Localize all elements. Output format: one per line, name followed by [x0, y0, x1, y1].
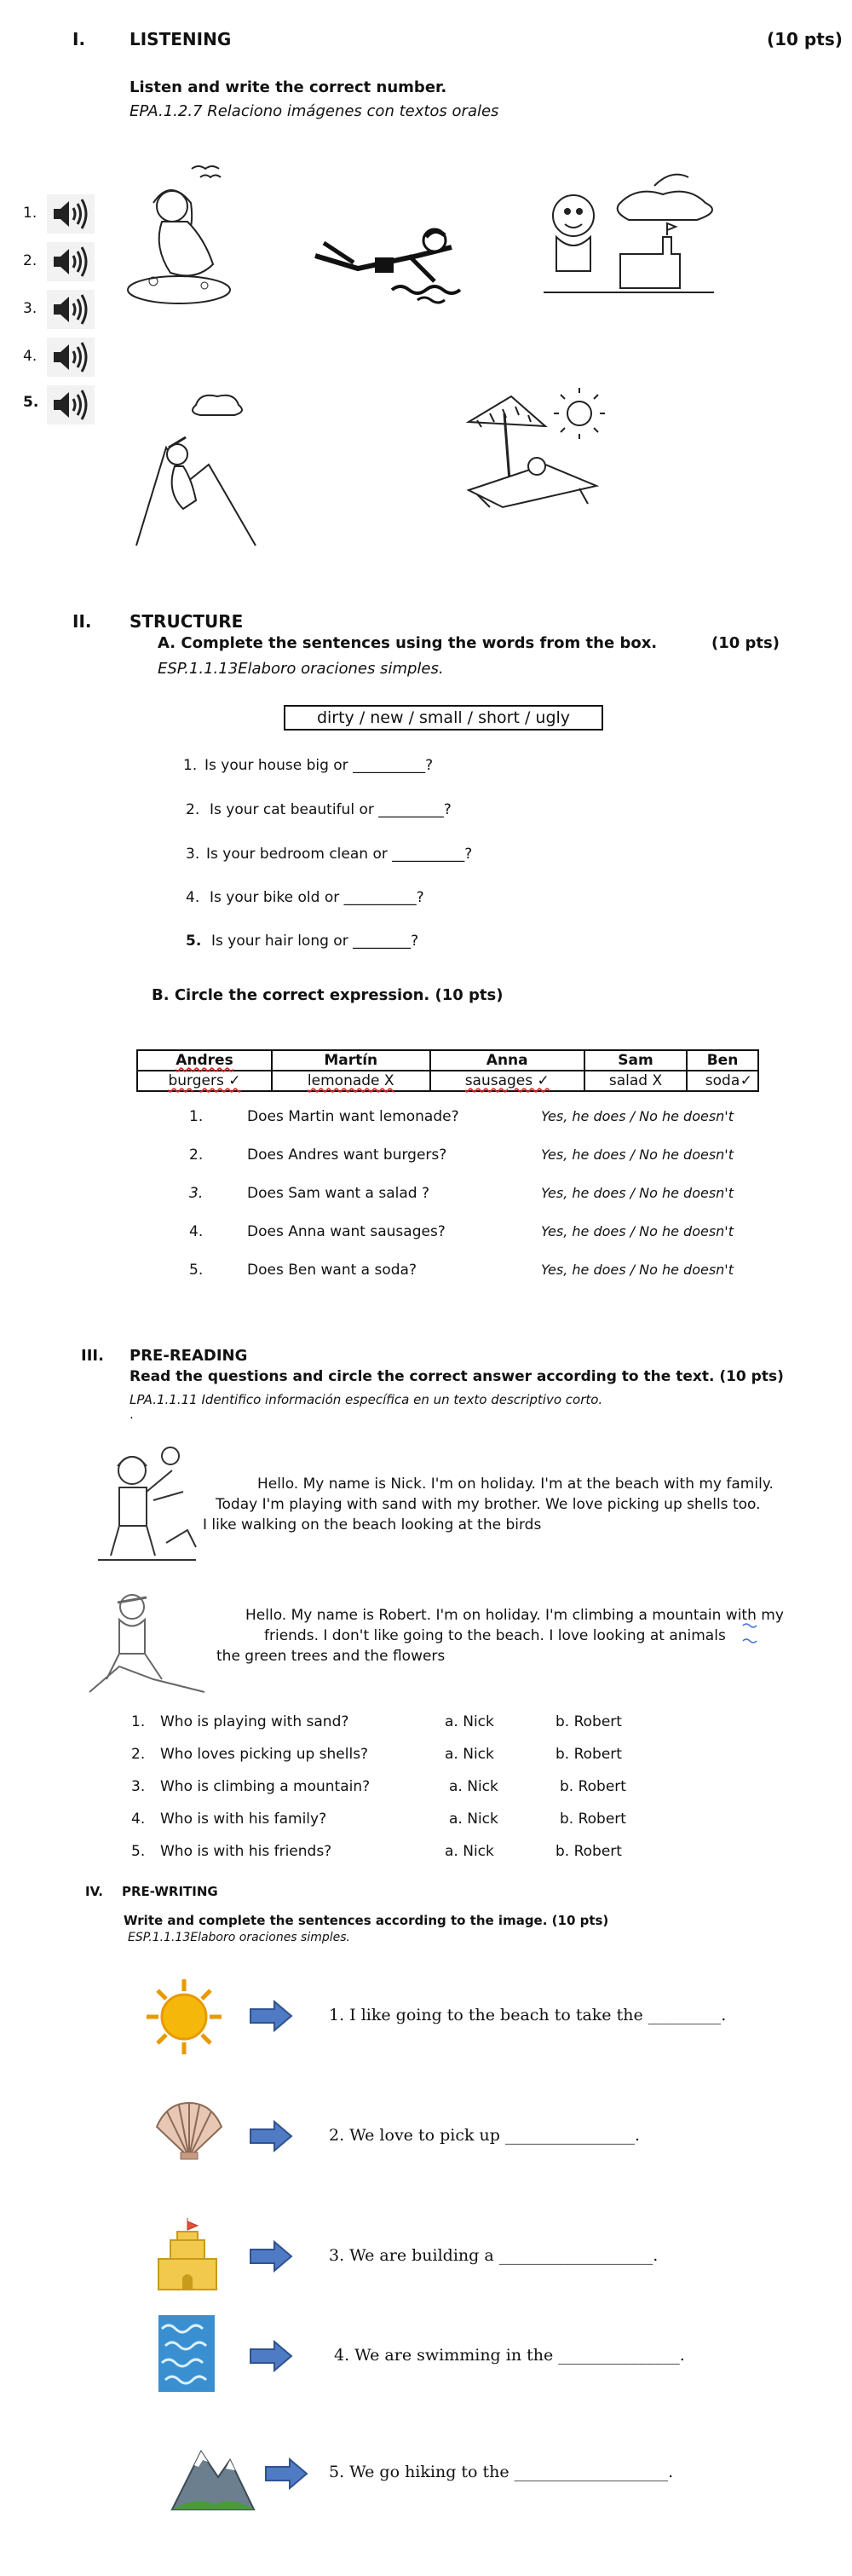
- writing-item-4[interactable]: 4. We are swimming in the _______________.: [334, 2346, 685, 2365]
- partB-q4-num: 4.: [189, 1223, 204, 1240]
- reading-q4-option-b[interactable]: b. Robert: [560, 1811, 626, 1828]
- sun-icon: [145, 1978, 223, 2056]
- food-table: [136, 1049, 759, 1092]
- speaker-icon[interactable]: [47, 338, 95, 377]
- table-cell: lemonade X: [272, 1071, 430, 1091]
- table-header: Andres: [137, 1050, 272, 1071]
- section3-instruction: Read the questions and circle the correct answer according to the text. (10 pts): [130, 1368, 784, 1385]
- partB-q5-answer[interactable]: Yes, he does / No he doesn't: [541, 1262, 734, 1278]
- partB-q5-num: 5.: [189, 1262, 204, 1279]
- reading-q4-option-a[interactable]: a. Nick: [449, 1811, 498, 1828]
- reading-q3-option-a[interactable]: a. Nick: [449, 1778, 498, 1795]
- section1-code: EPA.1.2.7 Relaciono imágenes con textos orales: [130, 102, 499, 120]
- section3-dot: .: [130, 1406, 134, 1422]
- partB-q5-text: Does Ben want a soda?: [247, 1262, 417, 1279]
- reading-q3-text: Who is climbing a mountain?: [160, 1778, 371, 1795]
- partB-q4-answer[interactable]: Yes, he does / No he doesn't: [541, 1223, 734, 1239]
- table-cell: burgers ✓: [137, 1071, 272, 1091]
- section3-numeral: III.: [81, 1347, 104, 1365]
- reading-q4-num: 4.: [131, 1811, 146, 1828]
- shell-icon: [150, 2101, 228, 2161]
- reading-q1-option-b[interactable]: b. Robert: [556, 1713, 622, 1730]
- wavy-mark-icon: [741, 1615, 758, 1649]
- speaker-icon[interactable]: [47, 194, 95, 234]
- reading-q2-num: 2.: [131, 1746, 146, 1763]
- partB-q2-num: 2.: [189, 1146, 204, 1164]
- partB-q1-num: 1.: [189, 1108, 204, 1125]
- section2-numeral: II.: [72, 611, 92, 632]
- section1-numeral: I.: [72, 29, 86, 49]
- check-mark: ✓: [740, 1072, 752, 1089]
- partA-q1-text[interactable]: Is your house big or __________?: [204, 757, 434, 774]
- sea-icon: [158, 2315, 215, 2392]
- partA-q4-text[interactable]: Is your bike old or __________?: [210, 889, 424, 906]
- partA-q3-text[interactable]: Is your bedroom clean or __________?: [206, 846, 473, 863]
- partB-q2-text: Does Andres want burgers?: [247, 1146, 447, 1164]
- partA-code: ESP.1.1.13Elaboro oraciones simples.: [158, 660, 444, 678]
- section4-numeral: IV.: [85, 1884, 103, 1899]
- writing-item-2[interactable]: 2. We love to pick up ________________.: [329, 2126, 640, 2145]
- section1-points: (10 pts): [767, 29, 843, 49]
- partB-q4-text: Does Anna want sausages?: [247, 1223, 446, 1240]
- table-header: Sam: [584, 1050, 687, 1071]
- partA-q5-text[interactable]: Is your hair long or ________?: [211, 933, 419, 950]
- nick-text-line3: I like walking on the beach looking at the birds: [203, 1516, 542, 1533]
- reading-q1-num: 1.: [131, 1713, 146, 1730]
- robert-text-line3: the green trees and the flowers: [216, 1648, 446, 1665]
- partA-title: A. Complete the sentences using the words from the box.: [158, 634, 658, 652]
- partB-q2-answer[interactable]: Yes, he does / No he doesn't: [541, 1146, 734, 1163]
- arrow-right-icon: [249, 2239, 293, 2273]
- reading-q5-option-b[interactable]: b. Robert: [556, 1843, 622, 1860]
- section4-instruction: Write and complete the sentences according to the image. (10 pts): [124, 1913, 609, 1928]
- reading-q3-num: 3.: [131, 1778, 146, 1795]
- nick-illustration: [94, 1441, 200, 1568]
- table-cell: sausages ✓: [430, 1071, 584, 1091]
- audio-number-1: 1.: [23, 205, 37, 222]
- reading-q2-text: Who loves picking up shells?: [160, 1746, 369, 1763]
- partA-q5-num: 5.: [186, 933, 202, 950]
- audio-number-3: 3.: [23, 300, 37, 317]
- sandcastle-icon: [153, 2216, 222, 2293]
- table-cell: soda ✓: [687, 1071, 758, 1091]
- nick-text-line2: Today I'm playing with sand with my brother. We love picking up shells too.: [216, 1496, 761, 1513]
- arrow-right-icon: [249, 1999, 293, 2033]
- partA-points: (10 pts): [711, 634, 780, 652]
- section4-title: PRE-WRITING: [122, 1884, 218, 1899]
- mountain-icon: [170, 2434, 256, 2511]
- swimmer-illustration: [307, 222, 494, 307]
- reading-q2-option-b[interactable]: b. Robert: [556, 1746, 622, 1763]
- reading-q1-option-a[interactable]: a. Nick: [445, 1713, 494, 1730]
- partB-q3-num: 3.: [189, 1185, 204, 1202]
- arrow-right-icon: [264, 2457, 308, 2491]
- speaker-icon[interactable]: [47, 290, 95, 329]
- section1-instruction: Listen and write the correct number.: [130, 78, 447, 96]
- climber-illustration: [128, 388, 264, 550]
- audio-number-4: 4.: [23, 348, 37, 365]
- sandcastle-boy-illustration: [527, 169, 731, 305]
- nick-text-line1: Hello. My name is Nick. I'm on holiday. I'm at the beach with my family.: [257, 1476, 774, 1493]
- reading-q5-text: Who is with his friends?: [160, 1843, 332, 1860]
- partA-q1-num: 1.: [183, 757, 198, 774]
- reading-q4-text: Who is with his family?: [160, 1811, 327, 1828]
- robert-text-line1: Hello. My name is Robert. I'm on holiday. I'm climbing a mountain with my: [245, 1607, 784, 1624]
- reading-q2-option-a[interactable]: a. Nick: [445, 1746, 494, 1763]
- partB-q3-text: Does Sam want a salad ?: [247, 1185, 430, 1202]
- robert-text-line2: friends. I don't like going to the beach. I love looking at animals: [264, 1627, 726, 1644]
- partA-q2-text[interactable]: Is your cat beautiful or _________?: [210, 801, 452, 818]
- robert-illustration: [85, 1585, 213, 1696]
- sunbathing-illustration: [452, 388, 639, 516]
- audio-number-5: 5.: [23, 394, 39, 411]
- reading-q1-text: Who is playing with sand?: [160, 1713, 349, 1730]
- speaker-icon[interactable]: [47, 242, 95, 281]
- reading-q3-option-b[interactable]: b. Robert: [560, 1778, 626, 1795]
- partA-q2-num: 2.: [186, 801, 200, 818]
- writing-item-3[interactable]: 3. We are building a ___________________.: [329, 2246, 659, 2265]
- girl-beach-illustration: [119, 162, 247, 307]
- section3-code: LPA.1.1.11 Identifico información específica en un texto descriptivo corto.: [130, 1392, 603, 1407]
- section3-title: PRE-READING: [130, 1347, 248, 1365]
- section4-code: ESP.1.1.13Elaboro oraciones simples.: [128, 1931, 351, 1944]
- writing-item-1[interactable]: 1. I like going to the beach to take the _________.: [329, 2006, 727, 2024]
- section1-title: LISTENING: [130, 29, 232, 49]
- audio-number-2: 2.: [23, 252, 37, 269]
- partB-title: B. Circle the correct expression. (10 pts): [152, 986, 504, 1004]
- partB-q3-answer[interactable]: Yes, he does / No he doesn't: [541, 1185, 734, 1201]
- word-box: dirty / new / small / short / ugly: [284, 705, 603, 731]
- table-header: Anna: [430, 1050, 584, 1071]
- table-header: Ben: [687, 1050, 758, 1071]
- arrow-right-icon: [249, 2339, 293, 2373]
- reading-q5-option-a[interactable]: a. Nick: [445, 1843, 494, 1860]
- writing-item-5[interactable]: 5. We go hiking to the ___________________.: [329, 2463, 674, 2481]
- reading-q5-num: 5.: [131, 1843, 146, 1860]
- partA-q4-num: 4.: [186, 889, 200, 906]
- partB-q1-text: Does Martin want lemonade?: [247, 1108, 459, 1125]
- partA-q3-num: 3.: [186, 846, 200, 863]
- table-header: Martín: [272, 1050, 430, 1071]
- arrow-right-icon: [249, 2119, 293, 2153]
- speaker-icon[interactable]: [47, 385, 95, 425]
- table-cell: salad X: [584, 1071, 687, 1091]
- partB-q1-answer[interactable]: Yes, he does / No he doesn't: [541, 1108, 734, 1124]
- section2-title: STRUCTURE: [130, 611, 244, 632]
